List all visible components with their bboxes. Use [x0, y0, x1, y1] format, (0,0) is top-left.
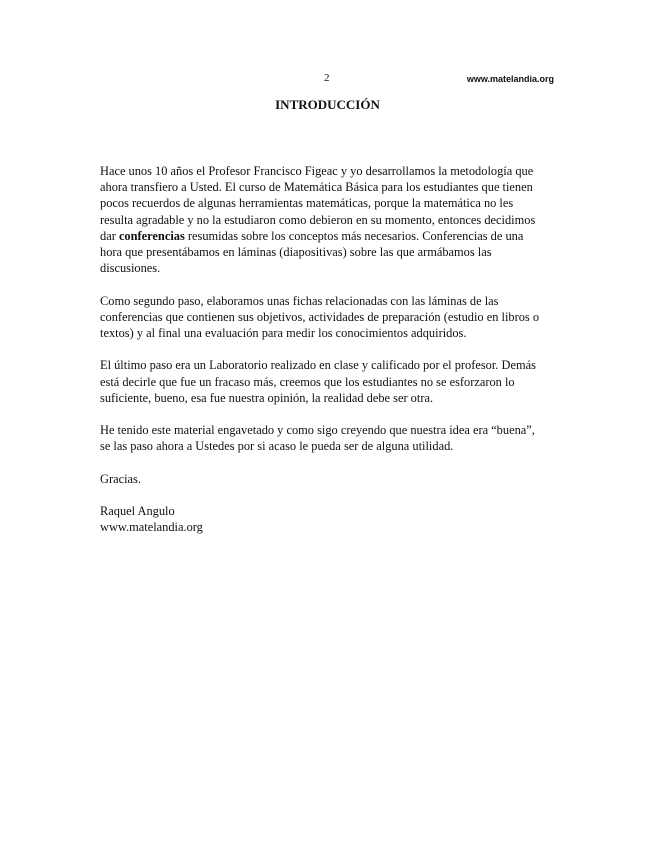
paragraph-1-text-before: Hace unos 10 años el Profesor Francisco Figeac y yo desarrollamos la metodología que ahora transfiero a Usted. El curso de Matemática Básica para los estudiantes que tienen pocos recuerdos de algunas herramientas matemáticas, porque la matemática no les resulta agradable y no la estudiaron como debieron en su momento, entonces decidimos dar — [100, 164, 536, 243]
header-site: www.matelandia.org — [466, 74, 554, 84]
paragraph-3: El último paso era un Laboratorio realizado en clase y calificado por el profesor. Demás está decirle que fue un fracaso más, creemos que los estudiantes no se esforzaron lo suficiente, bueno, esa fue nuestra opinión, la realidad debe ser otra. — [100, 358, 536, 405]
paragraph-4: He tenido este material engavetado y como sigo creyendo que nuestra idea era “buena”, se las paso ahora a Ustedes por si acaso le pueda ser de alguna utilidad. — [100, 423, 535, 454]
paragraph-1 — [100, 163, 545, 276]
paragraph-1-text-after: resumidas sobre los conceptos más necesarios. Conferencias de una hora que presentábamos en láminas (diapositivas) sobre las que armábamos las discusiones. — [100, 228, 524, 276]
page-title: INTRODUCCIÓN — [275, 97, 380, 112]
page-number: 2 — [324, 72, 330, 84]
signature — [100, 503, 545, 535]
paragraph-1-bold-term: conferencias — [118, 228, 185, 243]
body-text — [100, 163, 545, 552]
signature-name: Raquel Angulo — [100, 504, 175, 519]
signature-site: www.matelandia.org — [100, 520, 203, 535]
paragraph-2: Como segundo paso, elaboramos unas fichas relacionadas con las láminas de las conferencias que contienen sus objetivos, actividades de preparación (estudio en libros o textos) y al final una evaluación para medir los conocimientos adquiridos. — [100, 293, 540, 341]
thanks-line: Gracias. — [100, 471, 141, 486]
